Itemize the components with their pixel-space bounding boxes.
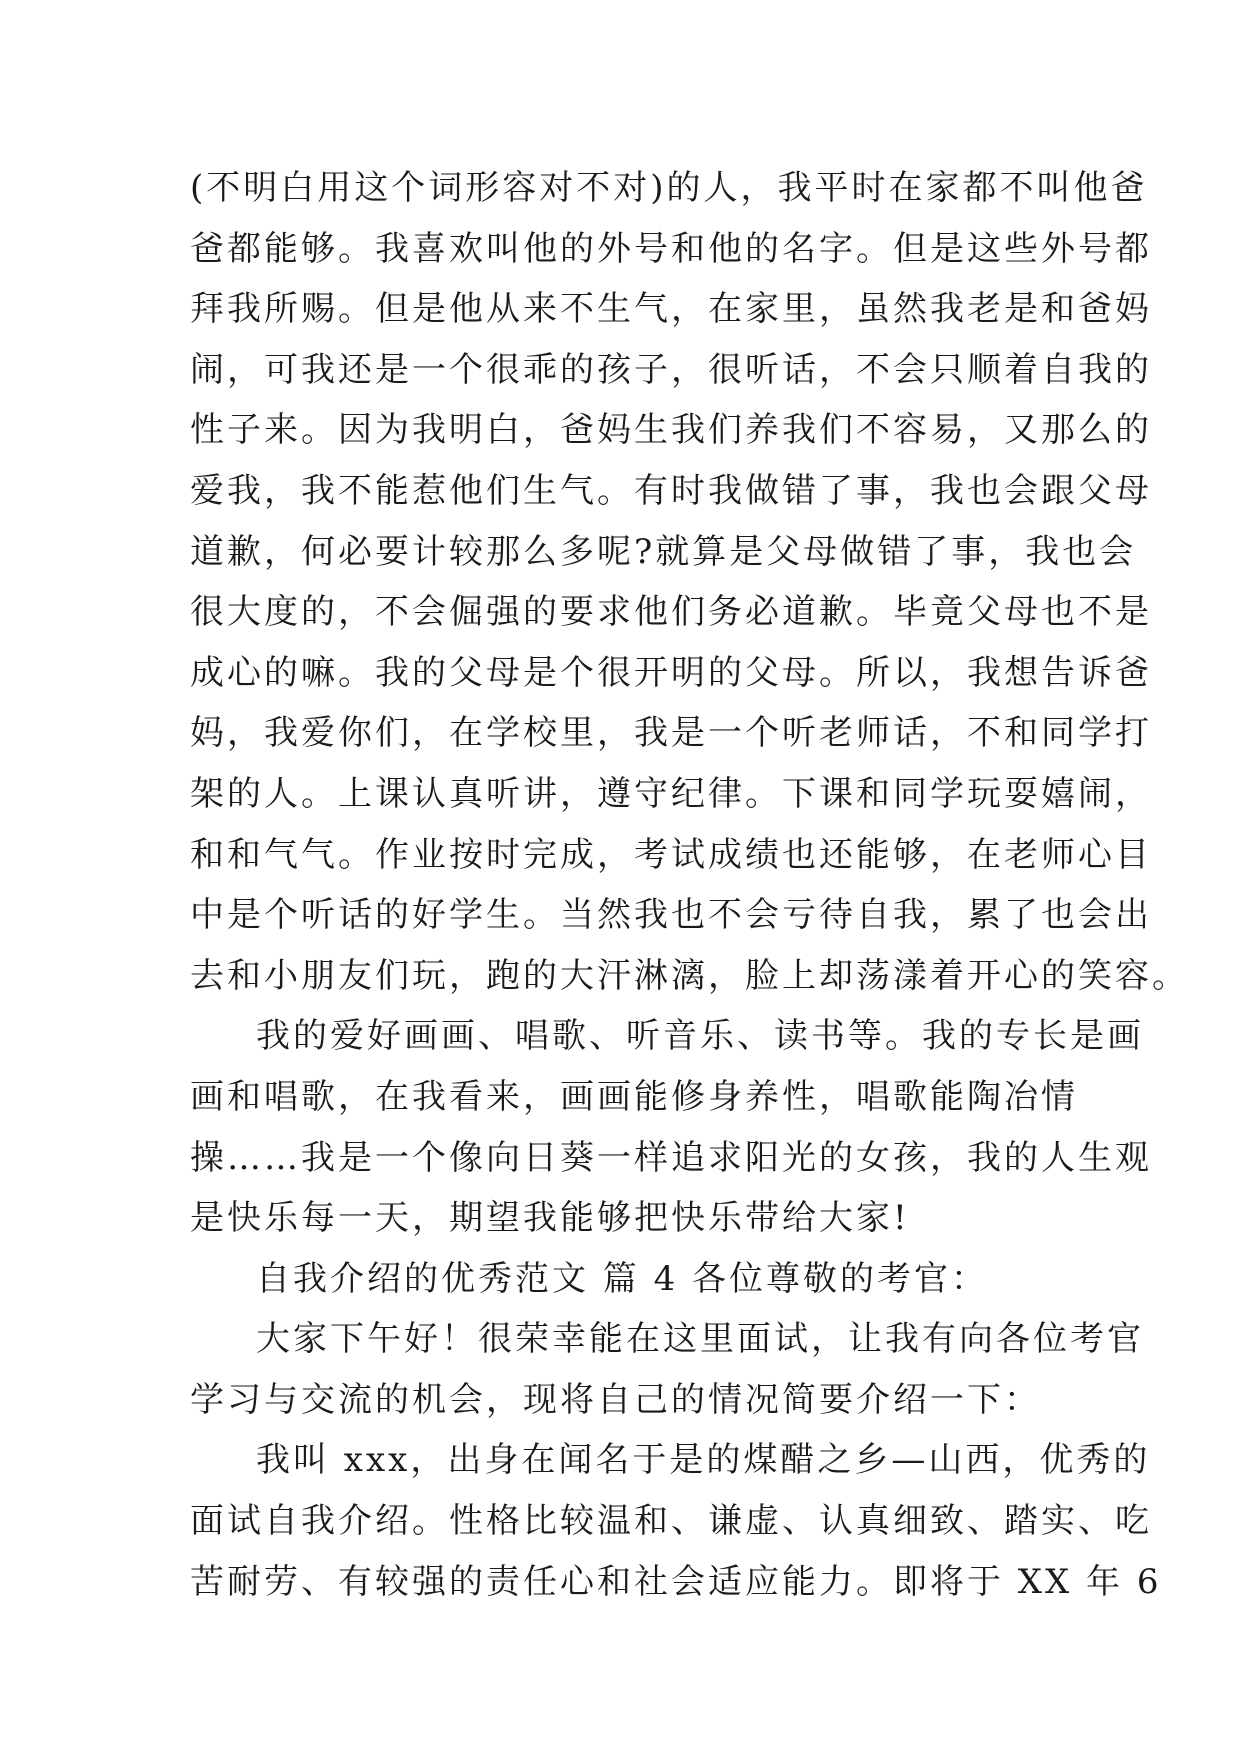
text-line: 爱我，我不能惹他们生气。有时我做错了事，我也会跟父母 xyxy=(190,470,1152,511)
text-line: 和和气气。作业按时完成，考试成绩也还能够，在老师心目 xyxy=(190,834,1152,875)
text-line: 妈，我爱你们，在学校里，我是一个听老师话，不和同学打 xyxy=(190,713,1152,754)
text-line: 架的人。上课认真听讲，遵守纪律。下课和同学玩耍嬉闹， xyxy=(190,773,1152,814)
text-line: 中是个听话的好学生。当然我也不会亏待自我，累了也会出 xyxy=(190,895,1152,936)
text-line: 学习与交流的机会，现将自己的情况简要介绍一下： xyxy=(190,1379,1041,1420)
text-line: 去和小朋友们玩，跑的大汗淋漓，脸上却荡漾着开心的笑容。 xyxy=(190,955,1189,996)
text-line: 苦耐劳、有较强的责任心和社会适应能力。即将于 XX 年 6 xyxy=(190,1561,1162,1602)
text-line: 面试自我介绍。性格比较温和、谦虚、认真细致、踏实、吃 xyxy=(190,1501,1152,1542)
section-heading-line: 自我介绍的优秀范文 篇 4 各位尊敬的考官： xyxy=(256,1258,989,1299)
text-line: 是快乐每一天，期望我能够把快乐带给大家! xyxy=(190,1198,910,1239)
text-line: 性子来。因为我明白，爸妈生我们养我们不容易，又那么的 xyxy=(190,410,1152,451)
text-line: 操……我是一个像向日葵一样追求阳光的女孩，我的人生观 xyxy=(190,1137,1152,1178)
text-line: 闹，可我还是一个很乖的孩子，很听话，不会只顺着自我的 xyxy=(190,349,1152,390)
text-line: (不明白用这个词形容对不对)的人，我平时在家都不叫他爸 xyxy=(190,168,1148,208)
text-line: 画和唱歌，在我看来，画画能修身养性，唱歌能陶冶情 xyxy=(190,1076,1078,1117)
text-line: 道歉，何必要计较那么多呢?就算是父母做错了事，我也会 xyxy=(190,531,1137,572)
paragraph-start-line: 我的爱好画画、唱歌、听音乐、读书等。我的专长是画 xyxy=(256,1016,1144,1057)
text-line: 很大度的，不会倔强的要求他们务必道歉。毕竟父母也不是 xyxy=(190,592,1152,633)
text-line: 爸都能够。我喜欢叫他的外号和他的名字。但是这些外号都 xyxy=(190,228,1152,269)
paragraph-start-line: 我叫 xxx，出身在闻名于是的煤醋之乡—山西，优秀的 xyxy=(256,1440,1151,1481)
body-text xyxy=(190,158,1189,1612)
text-line: 拜我所赐。但是他从来不生气，在家里，虽然我老是和爸妈 xyxy=(190,289,1152,330)
paragraph-start-line: 大家下午好！很荣幸能在这里面试，让我有向各位考官 xyxy=(256,1319,1144,1360)
text-line: 成心的嘛。我的父母是个很开明的父母。所以，我想告诉爸 xyxy=(190,652,1152,693)
